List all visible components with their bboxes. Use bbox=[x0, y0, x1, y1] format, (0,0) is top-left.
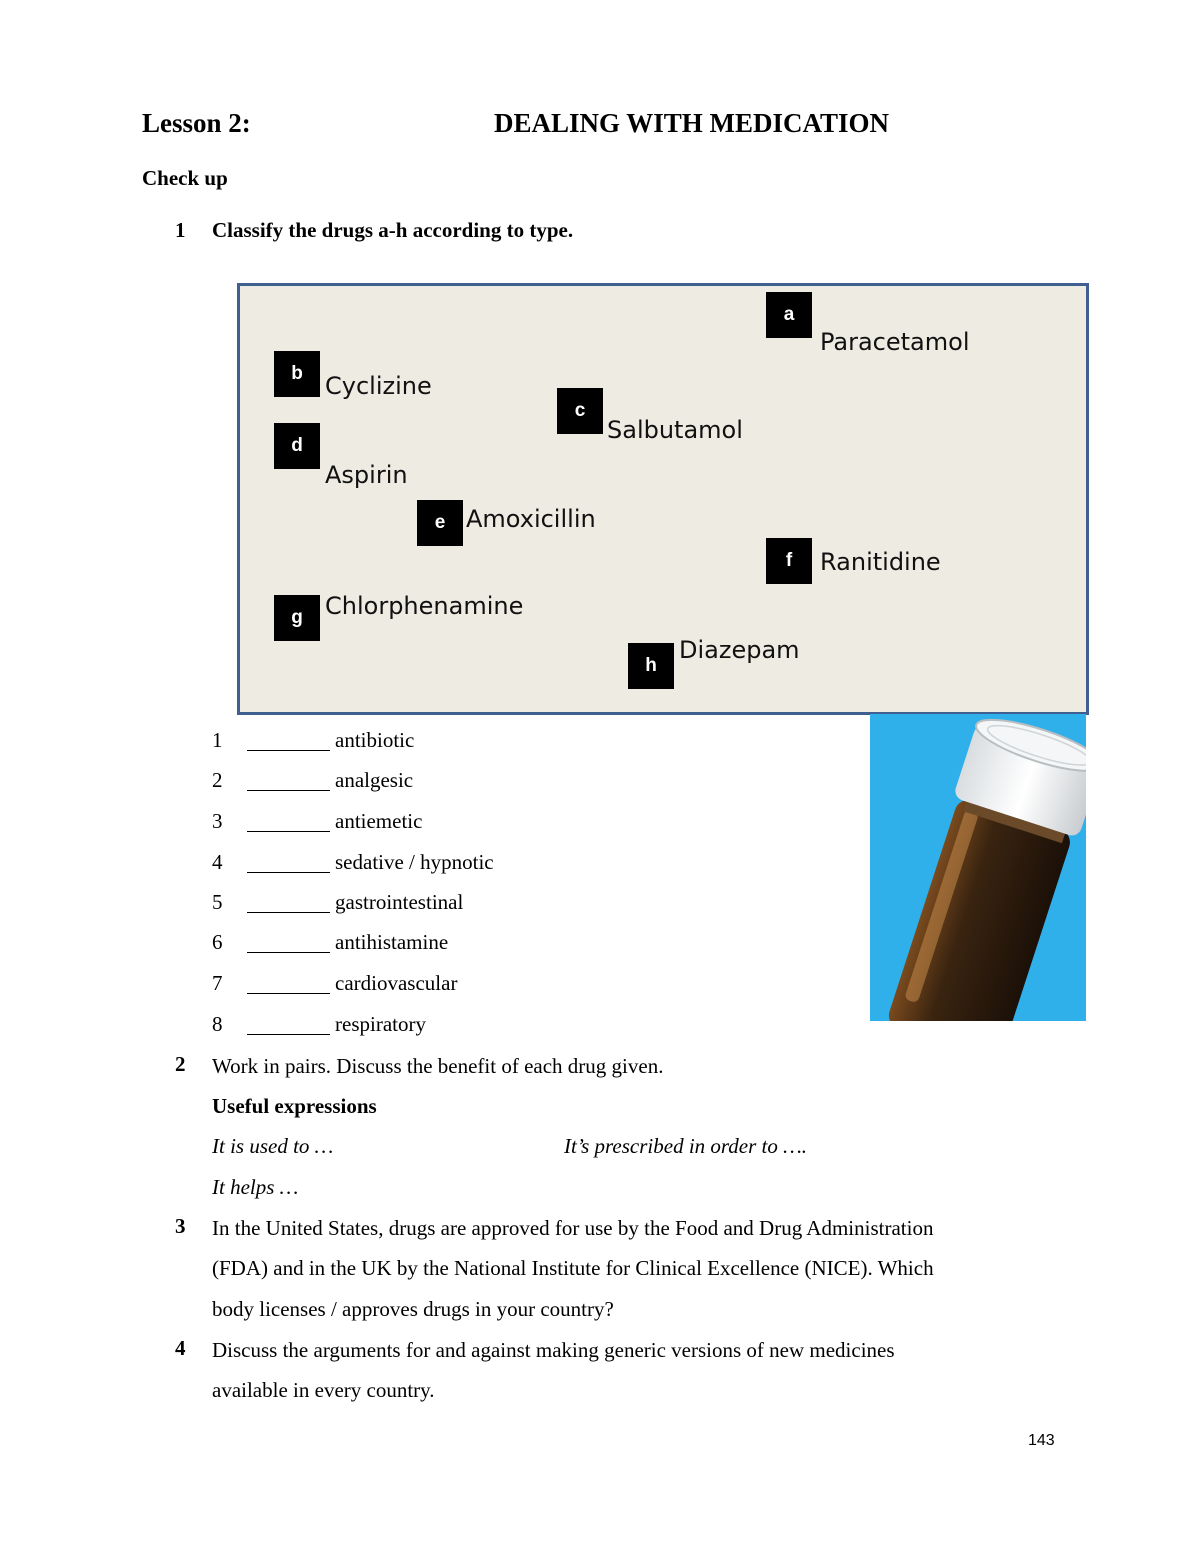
answer-number: 8 bbox=[212, 1012, 223, 1036]
section-heading: Check up bbox=[142, 166, 228, 190]
drug-name: Amoxicillin bbox=[466, 505, 596, 533]
drug-letter-badge: c bbox=[557, 388, 603, 434]
drug-type-label: cardiovascular bbox=[335, 971, 458, 995]
drug-box bbox=[237, 283, 1089, 715]
lesson-label: Lesson 2: bbox=[142, 108, 251, 138]
drug-name: Salbutamol bbox=[607, 416, 743, 444]
page-number: 143 bbox=[1028, 1432, 1055, 1449]
question-4-number: 4 bbox=[175, 1336, 186, 1360]
question-1-text: Classify the drugs a-h according to type. bbox=[212, 218, 574, 242]
answer-number: 3 bbox=[212, 809, 223, 833]
answer-number: 7 bbox=[212, 971, 223, 995]
answer-blank[interactable] bbox=[247, 1034, 330, 1035]
drug-letter-badge: d bbox=[274, 423, 320, 469]
answer-blank[interactable] bbox=[247, 872, 330, 873]
lesson-title: DEALING WITH MEDICATION bbox=[494, 108, 890, 138]
drug-name: Aspirin bbox=[325, 461, 408, 489]
expression: It’s prescribed in order to …. bbox=[564, 1134, 808, 1158]
question-3-line: In the United States, drugs are approved for use by the Food and Drug Administration bbox=[212, 1216, 934, 1240]
drug-letter-badge: b bbox=[274, 351, 320, 397]
drug-name: Chlorphenamine bbox=[325, 592, 524, 620]
useful-expressions-heading: Useful expressions bbox=[212, 1094, 377, 1118]
answer-blank[interactable] bbox=[247, 831, 330, 832]
expression: It helps … bbox=[212, 1175, 299, 1199]
answer-number: 2 bbox=[212, 768, 223, 792]
question-3-line: body licenses / approves drugs in your country? bbox=[212, 1297, 614, 1321]
drug-name: Diazepam bbox=[679, 636, 800, 664]
question-3-number: 3 bbox=[175, 1214, 186, 1238]
answer-blank[interactable] bbox=[247, 952, 330, 953]
drug-type-label: antiemetic bbox=[335, 809, 423, 833]
answer-blank[interactable] bbox=[247, 912, 330, 913]
drug-name: Cyclizine bbox=[325, 372, 432, 400]
question-4-line: Discuss the arguments for and against making generic versions of new medicines bbox=[212, 1338, 895, 1362]
drug-type-label: respiratory bbox=[335, 1012, 426, 1036]
question-2-number: 2 bbox=[175, 1052, 186, 1076]
answer-number: 4 bbox=[212, 850, 223, 874]
question-2-text: Work in pairs. Discuss the benefit of each drug given. bbox=[212, 1054, 664, 1078]
drug-letter-badge: g bbox=[274, 595, 320, 641]
answer-blank[interactable] bbox=[247, 790, 330, 791]
drug-name: Paracetamol bbox=[820, 328, 970, 356]
answer-number: 1 bbox=[212, 728, 223, 752]
drug-letter-badge: a bbox=[766, 292, 812, 338]
question-3-line: (FDA) and in the UK by the National Institute for Clinical Excellence (NICE). Which bbox=[212, 1256, 934, 1280]
drug-name: Ranitidine bbox=[820, 548, 941, 576]
drug-type-label: analgesic bbox=[335, 768, 414, 792]
drug-type-label: gastrointestinal bbox=[335, 890, 464, 914]
answer-number: 5 bbox=[212, 890, 223, 914]
question-4-line: available in every country. bbox=[212, 1378, 435, 1402]
drug-letter-badge: e bbox=[417, 500, 463, 546]
drug-type-label: antibiotic bbox=[335, 728, 415, 752]
drug-type-label: sedative / hypnotic bbox=[335, 850, 494, 874]
answer-number: 6 bbox=[212, 930, 223, 954]
answer-blank[interactable] bbox=[247, 750, 330, 751]
drug-letter-badge: f bbox=[766, 538, 812, 584]
answer-blank[interactable] bbox=[247, 993, 330, 994]
question-1-number: 1 bbox=[175, 218, 186, 242]
drug-letter-badge: h bbox=[628, 643, 674, 689]
drug-type-label: antihistamine bbox=[335, 930, 449, 954]
medicine-bottle-image bbox=[870, 714, 1086, 1021]
expression: It is used to … bbox=[212, 1134, 334, 1158]
